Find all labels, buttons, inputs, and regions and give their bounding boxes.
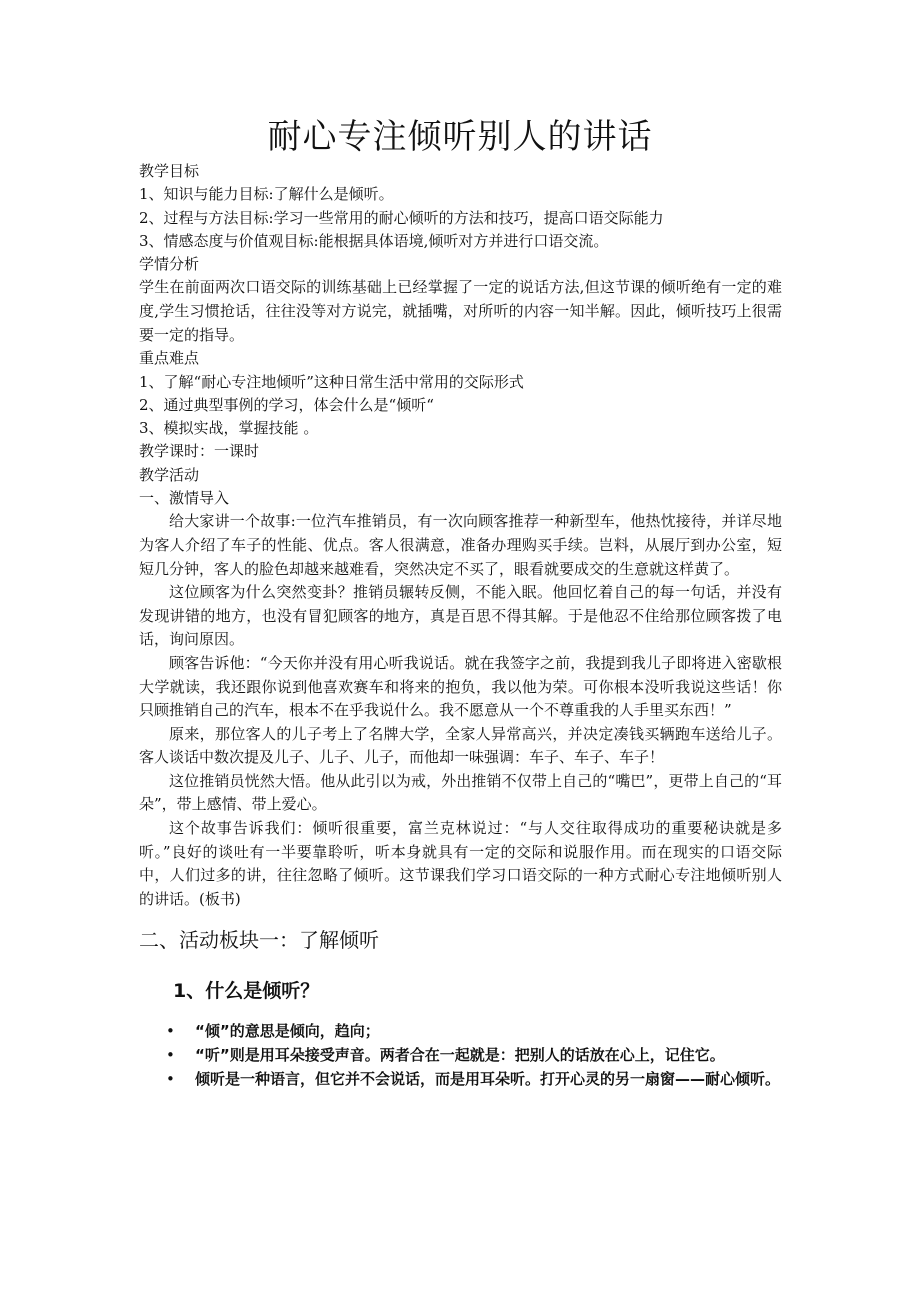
- objective-item: 1、知识与能力目标:了解什么是倾听。: [139, 185, 394, 204]
- keypoint-item: 1、了解“耐心专注地倾听”这种日常生活中常用的交际形式: [139, 372, 524, 391]
- keypoint-item: 2、通过典型事例的学习，体会什么是“倾听“: [139, 395, 434, 414]
- story-paragraph: 原来，那位客人的儿子考上了名牌大学，全家人异常高兴，并决定凑钱买辆跑车送给儿子。客人谈话中数次提及儿子、儿子、儿子，而他却一味强调：车子、车子、车子！: [139, 724, 782, 767]
- class-hours: 教学课时：一课时: [139, 442, 260, 461]
- objectives-heading: 教学目标: [139, 162, 200, 180]
- analysis-heading: 学情分析: [139, 255, 200, 274]
- story-paragraph: 顾客告诉他：“今天你并没有用心听我说话。就在我签字之前，我提到我儿子即将进入密歇根大学就读，我还跟你说到他喜欢赛车和将来的抱负，我以他为荣。可你根本没听我说这些话！你只顾推销自己的汽车，根本不在乎我说什么。我不愿意从一个不尊重我的人手里买东西！”: [139, 653, 782, 720]
- story-paragraph: 这位推销员恍然大悟。他从此引以为戒，外出推销不仅带上自己的“嘴巴”，更带上自己的“耳朵”，带上感情、带上爱心。: [139, 771, 782, 814]
- keypoint-item: 3、模拟实战，掌握技能 。: [139, 419, 319, 438]
- list-item-text: 倾听是一种语言，但它并不会说话，而是用耳朵听。打开心灵的另一扇窗——耐心倾听。: [195, 1070, 781, 1089]
- list-item: [139, 1067, 782, 1091]
- story-paragraph: 这个故事告诉我们：倾听很重要，富兰克林说过：“与人交往取得成功的重要秘诀就是多听。”良好的谈吐有一半要靠聆听，听本身就具有一定的交际和说服作用。而在现实的口语交际中，人们过多的讲，往往忽略了倾听。这节课我们学习口语交际的一种方式耐心专注地倾听别人的讲话。(板书): [139, 819, 782, 908]
- bullet-icon: •: [166, 1070, 175, 1089]
- list-item-text: “听”则是用耳朵接受声音。两者合在一起就是：把别人的话放在心上，记住它。: [195, 1046, 725, 1065]
- document-title: 耐心专注倾听别人的讲话: [267, 117, 653, 157]
- list-item: [139, 1043, 782, 1067]
- story-paragraph: 这位顾客为什么突然变卦？推销员辗转反侧，不能入眠。他回忆着自己的每一句话，并没有发现讲错的地方，也没有冒犯顾客的地方，真是百思不得其解。于是他忍不住给那位顾客拨了电话，询问原因。: [139, 583, 782, 649]
- definition-list: [139, 1019, 782, 1091]
- keypoints-heading: 重点难点: [139, 349, 200, 368]
- bullet-icon: •: [166, 1046, 175, 1065]
- analysis-text: 学生在前面两次口语交际的训练基础上已经掌握了一定的说话方法,但这节课的倾听绝有一定的难度,学生习惯抢话，往往没等对方说完，就插嘴，对所听的内容一知半解。因此，倾听技巧上很需要一定的指导。: [139, 278, 782, 344]
- activities-heading: 教学活动: [139, 465, 200, 484]
- bullet-icon: •: [166, 1022, 175, 1041]
- objective-item: 3、情感态度与价值观目标:能根据具体语境,倾听对方并进行口语交流。: [139, 231, 609, 250]
- story-paragraph: 给大家讲一个故事:一位汽车推销员，有一次向顾客推荐一种新型车，他热忱接待，并详尽地为客人介绍了车子的性能、优点。客人很满意，准备办理购买手续。岂料，从展厅到办公室，短短几分钟，客人的脸色却越来越难看，突然决定不买了，眼看就要成交的生意就这样黄了。: [139, 512, 782, 578]
- intro-heading: 一、激情导入: [139, 489, 230, 508]
- list-item-text: “倾”的意思是倾向，趋向；: [195, 1022, 380, 1041]
- objective-item: 2、过程与方法目标:学习一些常用的耐心倾听的方法和技巧，提高口语交际能力: [139, 208, 664, 227]
- section2-subheading: 1、什么是倾听？: [173, 980, 320, 1003]
- document-body: [139, 160, 782, 1091]
- section2-heading: 二、活动板块一：了解倾听: [139, 928, 379, 953]
- list-item: [139, 1019, 782, 1043]
